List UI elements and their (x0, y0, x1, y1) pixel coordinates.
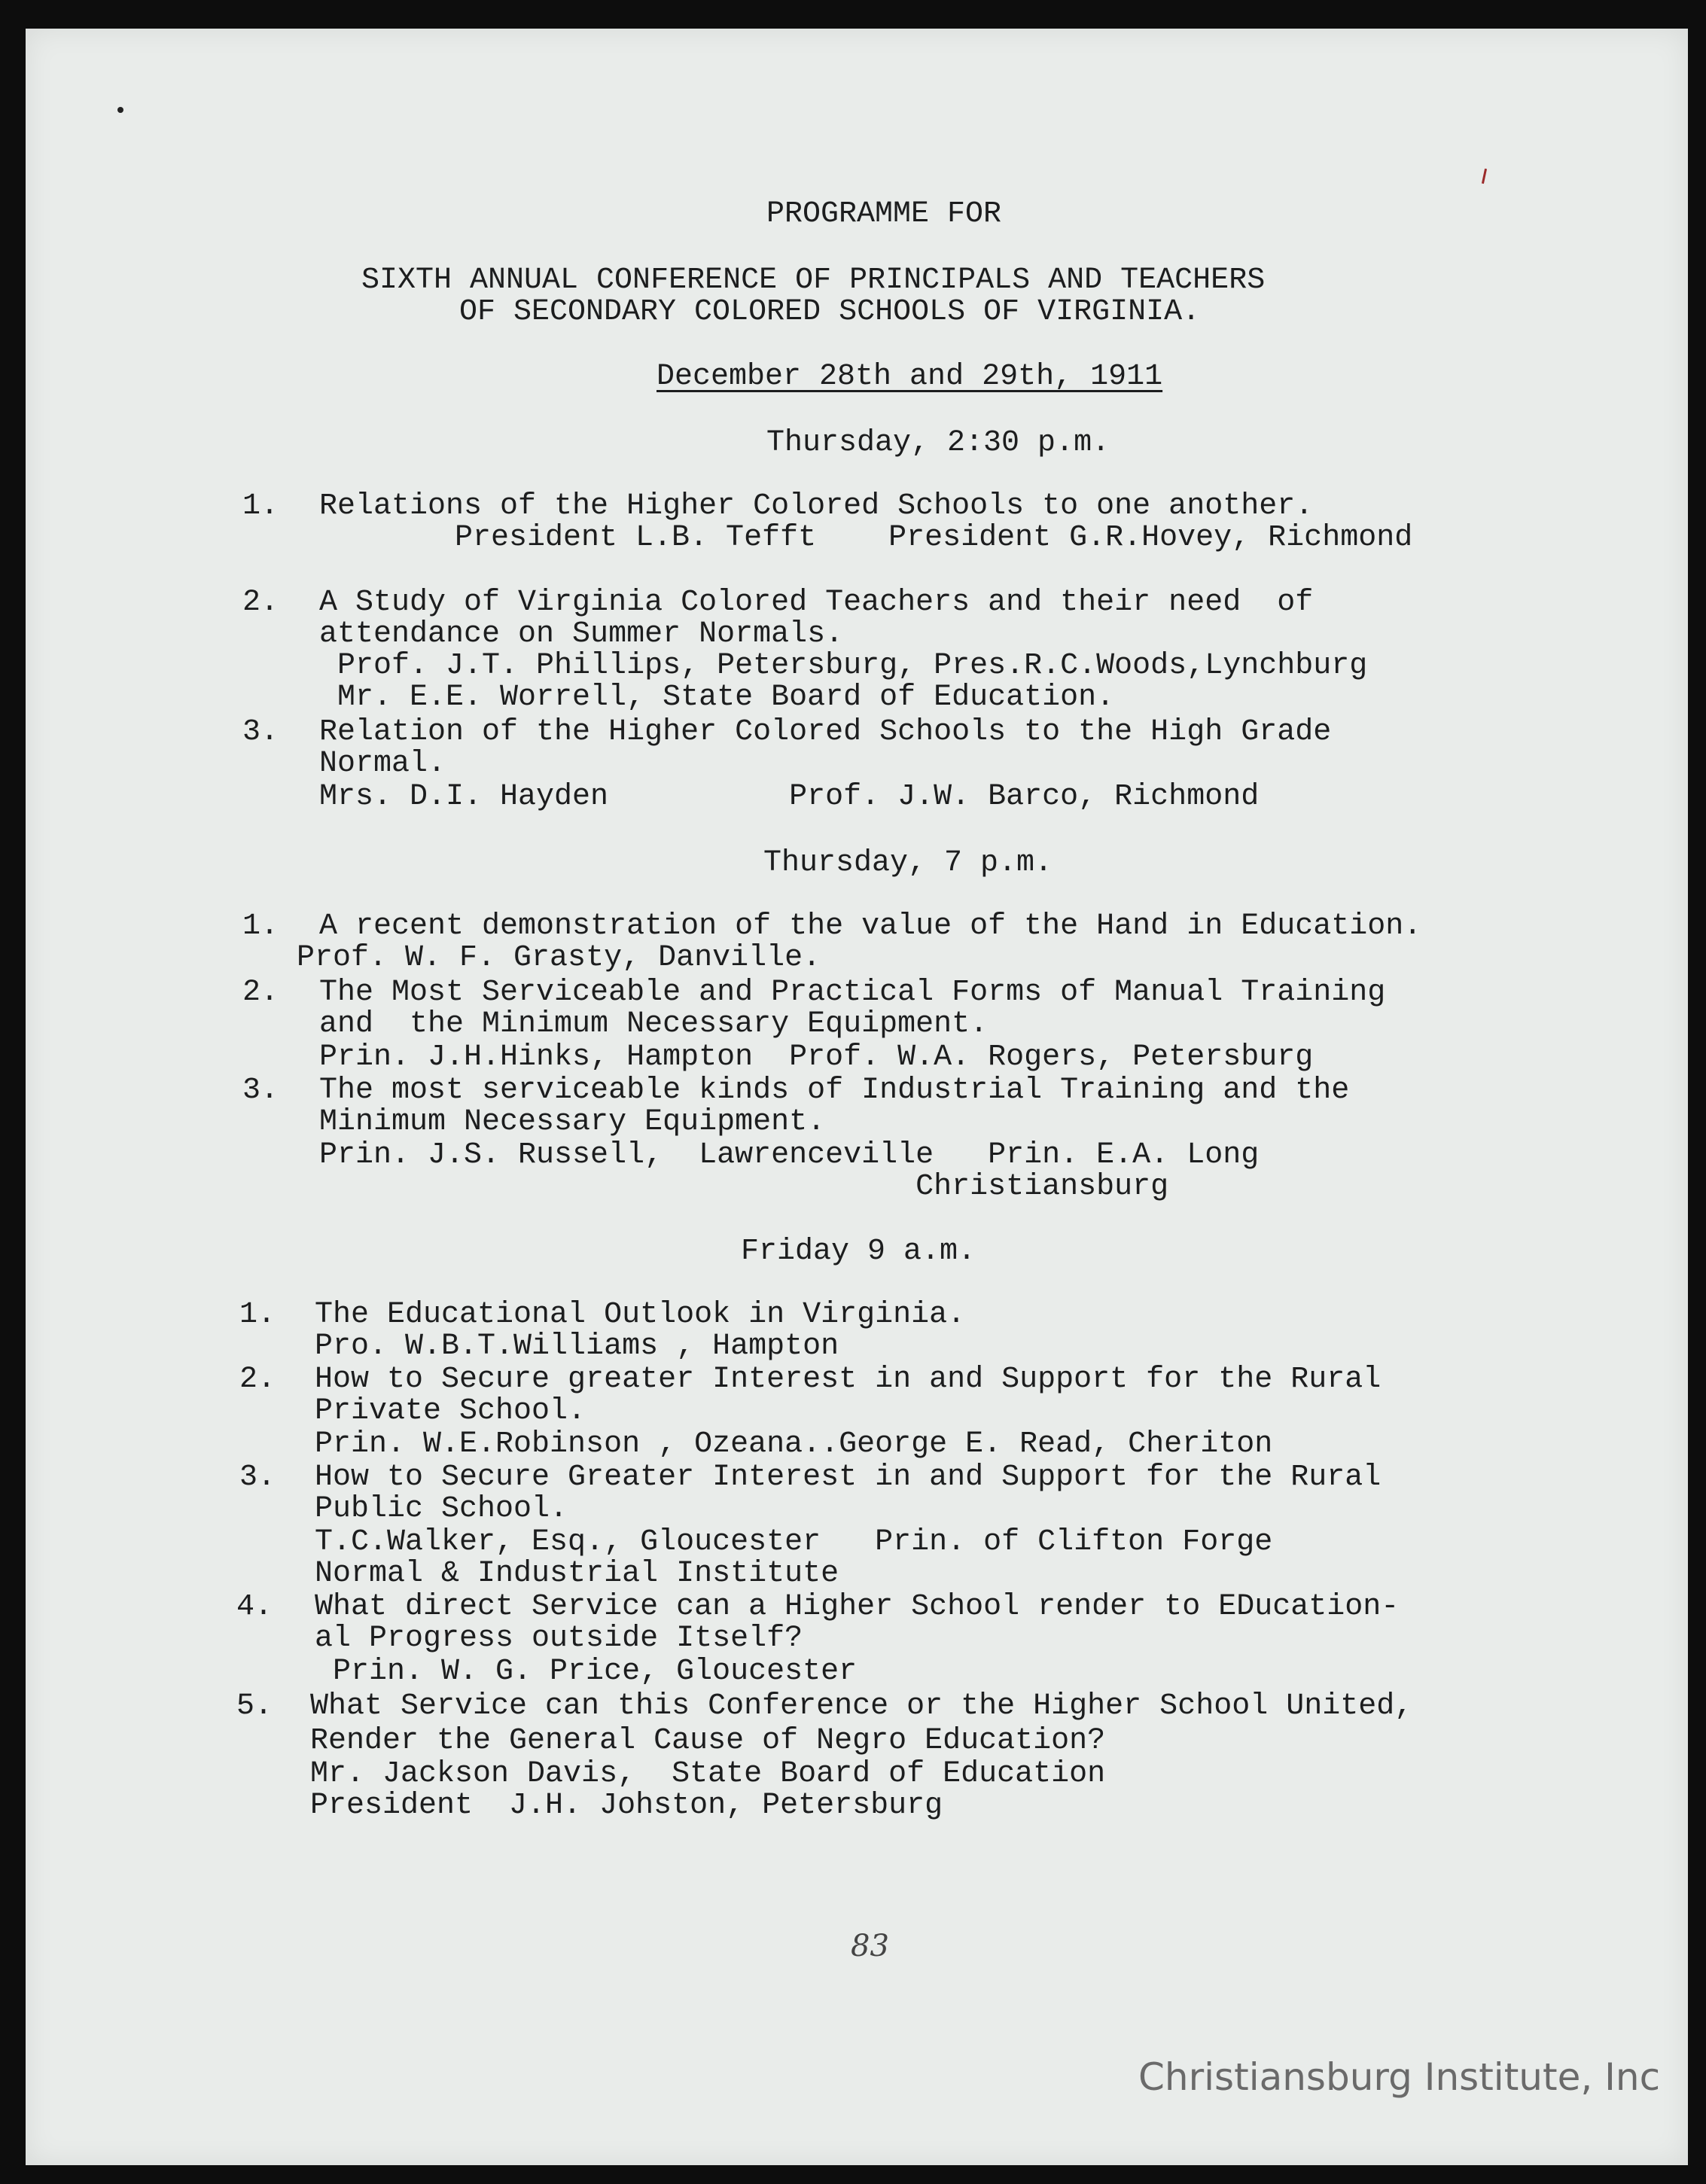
item-topic: How to Secure Greater Interest in and Support for the Rural (315, 1461, 1382, 1494)
item-speakers: Prin. W.E.Robinson , Ozeana..George E. Read, Cheriton (315, 1427, 1273, 1461)
item-speakers: T.C.Walker, Esq., Gloucester Prin. of Clifton Forge (315, 1525, 1273, 1559)
session-heading: Thursday, 2:30 p.m. (766, 426, 1110, 460)
item-topic: Private School. (315, 1394, 586, 1428)
item-topic: The Most Serviceable and Practical Forms of Manual Training (319, 976, 1386, 1010)
item-speakers: Mr. Jackson Davis, State Board of Education (310, 1757, 1106, 1791)
item-number: 2. (239, 1363, 276, 1397)
item-speakers: Prof. W. F. Grasty, Danville. (297, 941, 821, 975)
item-speakers: Prof. J.T. Phillips, Petersburg, Pres.R.C.Woods,Lynchburg (337, 649, 1368, 683)
item-topic: Relations of the Higher Colored Schools to one another. (319, 489, 1314, 523)
item-topic: attendance on Summer Normals. (319, 617, 844, 651)
item-topic: Public School. (315, 1492, 568, 1526)
document-page (26, 29, 1688, 2165)
item-topic: Relation of the Higher Colored Schools to the High Grade (319, 715, 1332, 749)
item-speakers: Pro. W.B.T.Williams , Hampton (315, 1330, 839, 1363)
item-topic: A recent demonstration of the value of the Hand in Education. (319, 909, 1422, 943)
item-number: 1. (242, 909, 279, 943)
programme-for-heading: PROGRAMME FOR (766, 197, 1002, 231)
item-number: 5. (236, 1689, 273, 1723)
item-topic: The Educational Outlook in Virginia. (315, 1298, 966, 1332)
item-number: 1. (242, 489, 279, 523)
item-speakers: President L.B. Tefft President G.R.Hovey, Richmond (455, 521, 1413, 555)
conference-dates: December 28th and 29th, 1911 (657, 360, 1163, 394)
item-speakers: Prin. J.S. Russell, Lawrenceville Prin. E.A. Long (319, 1138, 1260, 1172)
session-heading: Thursday, 7 p.m. (763, 846, 1053, 880)
item-topic: A Study of Virginia Colored Teachers and their need of (319, 586, 1314, 620)
item-number: 4. (236, 1590, 273, 1624)
item-number: 2. (242, 586, 279, 620)
item-topic: What Service can this Conference or the Higher School United, (310, 1689, 1413, 1723)
conference-title-line-2: OF SECONDARY COLORED SCHOOLS OF VIRGINIA. (459, 295, 1201, 329)
item-speakers: Mrs. D.I. Hayden Prof. J.W. Barco, Richmond (319, 780, 1260, 814)
item-number: 1. (239, 1298, 276, 1332)
item-number: 3. (242, 1074, 279, 1107)
item-topic: al Progress outside Itself? (315, 1622, 803, 1656)
item-speakers: Prin. W. G. Price, Gloucester (315, 1655, 858, 1689)
item-topic: Render the General Cause of Negro Education? (310, 1724, 1106, 1758)
item-topic: Normal. (319, 747, 446, 781)
item-speakers: Christiansburg (319, 1170, 1169, 1204)
item-speakers: Mr. E.E. Worrell, State Board of Education. (337, 681, 1115, 714)
item-topic: How to Secure greater Interest in and Support for the Rural (315, 1363, 1382, 1397)
item-number: 3. (242, 715, 279, 749)
item-number: 2. (242, 976, 279, 1010)
item-topic: Minimum Necessary Equipment. (319, 1105, 826, 1139)
session-heading: Friday 9 a.m. (741, 1235, 976, 1269)
item-speakers: President J.H. Johston, Petersburg (310, 1789, 943, 1823)
item-speakers: Normal & Industrial Institute (315, 1557, 839, 1591)
item-topic: and the Minimum Necessary Equipment. (319, 1007, 989, 1041)
watermark-christiansburg-institute: Christiansburg Institute, Inc (1138, 2055, 1661, 2099)
ink-speck (117, 107, 123, 113)
item-topic: What direct Service can a Higher School render to EDucation- (315, 1590, 1400, 1624)
item-speakers: Prin. J.H.Hinks, Hampton Prof. W.A. Rogers, Petersburg (319, 1040, 1314, 1074)
item-number: 3. (239, 1461, 276, 1494)
item-topic: The most serviceable kinds of Industrial Training and the (319, 1074, 1350, 1107)
handwritten-page-number: 83 (851, 1929, 889, 1963)
conference-title-line-1: SIXTH ANNUAL CONFERENCE OF PRINCIPALS AND TEACHERS (361, 263, 1266, 297)
red-mark (1482, 169, 1487, 184)
